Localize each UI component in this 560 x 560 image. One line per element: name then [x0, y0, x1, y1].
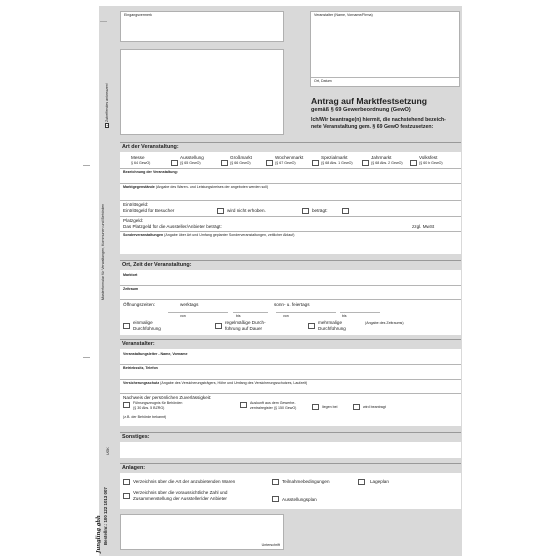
checkbox-spezialmarkt[interactable]	[312, 160, 319, 166]
veranstalter-address-label: Veranstalter (Name, Vorname/Firma)	[314, 13, 373, 17]
nachweis-label: Nachweis der persönlichen Zuverlässigkeit:	[123, 395, 212, 400]
checkbox-liegen-bei[interactable]	[312, 404, 319, 410]
checkbox-fuehrungszeugnis[interactable]	[123, 402, 130, 408]
veranstalter-address-box[interactable]	[310, 11, 460, 87]
checkbox-betrag[interactable]	[302, 208, 309, 214]
checkbox-wird-beantragt[interactable]	[353, 404, 360, 410]
checkbox-regelmaessig[interactable]	[215, 323, 222, 329]
checkbox-betrag-input[interactable]	[342, 208, 349, 214]
intro-line-1: Ich/Wir beantrage(n) hiermit, die nachstehend bezeich-	[311, 117, 446, 123]
corner-mark	[100, 21, 107, 22]
bestell-number: Bestellnr.: 100 122 1013 007	[103, 487, 108, 545]
anlagen-section	[120, 463, 461, 509]
zutreffendes-label: Zutreffendes ankreuzen!	[105, 83, 109, 122]
checkbox-anlage-verzeichnis[interactable]	[123, 493, 130, 499]
auskunft-label-2: zentralregister (§ 150 GewO)	[250, 406, 297, 410]
checkbox-anlage-lageplan[interactable]	[358, 479, 365, 485]
checkbox-jahrmarkt[interactable]	[362, 160, 369, 166]
leiter-label: Veranstaltungsleiter - Name, Vorname	[123, 352, 188, 356]
bezeichnung-label: Bezeichnung der Veranstaltung:	[123, 170, 178, 174]
bis-label: bis	[342, 314, 347, 318]
von-label: von	[283, 314, 289, 318]
eingangsvermerk-box[interactable]	[120, 11, 284, 42]
checkbox-ausstellung[interactable]	[171, 160, 178, 166]
fold-mark	[83, 165, 90, 166]
art-section: Art der Veranstaltung: Messe § 64 GewO) Ausstellung (§ 65 GewO) Großmarkt (§ 66 GewO) Wochenmarkt (§ 67 GewO) Spezialmarkt (§ 68 Abs. 1 GewO) Jahrmarkt (§ 68 Abs. 2 GewO) Volksfest (§ 60 b GewO) Bezeichnung der Veranstaltung: Marktgegenstände (Angabe des Waren- und Leistungskreises der angeboten werden soll) Eintrittsgeld: Eintrittsgeld für Besucher wird nicht erhoben. beträgt: Platzgeld: Das Platzgeld für die Aussteller/Anbieter beträgt: zzgl. MwSt Sonderveranstaltungen (Angabe über Art und Umfang geplanter Sonderveranstaltungen, zeitlicher Ablauf)	[120, 142, 461, 254]
eintrittsgeld-label: Eintrittsgeld:	[123, 202, 149, 207]
eingangsvermerk-label: Eingangsvermerk	[124, 13, 152, 17]
anlage-lageplan-label: Lageplan	[370, 479, 389, 484]
checkbox-wochenmarkt[interactable]	[266, 160, 273, 166]
anlage-teilnahme-label: Teilnahmebedingungen	[282, 479, 330, 484]
oeffnungszeiten-label: Öffnungszeiten:	[123, 302, 156, 307]
behoerde-label: (z.B. der Behörde bekannt)	[123, 415, 167, 419]
zzgl-label: zzgl. MwSt	[412, 224, 435, 229]
form-subtitle: gemäß § 69 Gewerbeordnung (GewO)	[311, 107, 411, 113]
liegen-bei-label: liegen bei	[322, 405, 338, 409]
zutreffendes-hint: x Zutreffendes ankreuzen!	[105, 83, 110, 127]
checkbox-grossmarkt[interactable]	[221, 160, 228, 166]
einmalige-label: einmalige	[133, 320, 153, 325]
ort-section	[120, 260, 461, 335]
marktgegenstaende-label: Marktgegenstände (Angabe des Waren- und Leistungskreises der angeboten werden soll)	[123, 185, 269, 189]
anlage-verzeichnis-label-2: Zusammenstellung der Aussteller/der Anbieter	[133, 496, 227, 501]
sonstiges-section	[120, 432, 461, 458]
marktort-label: Marktort	[123, 273, 138, 277]
mehr-label: mehrmalige	[318, 320, 342, 325]
checkbox-anlage-ausstellungsplan[interactable]	[272, 496, 279, 502]
checkbox-einmalige[interactable]	[123, 323, 130, 329]
werktags-label: werktags	[180, 302, 199, 307]
anlage-ausstellungsplan-label: Ausstellungsplan	[282, 497, 317, 502]
sonder-label: Sonderveranstaltungen (Angabe über Art und Umfang geplanter Sonderveranstaltungen, zeitlicher Ablauf)	[123, 233, 295, 237]
sonntags-label: sonn- u. feiertags	[274, 302, 310, 307]
intro-line-2: nete Veranstaltung gem. § 69 GewO festzusetzen:	[311, 124, 434, 130]
checkbox-anlage-teilnahme[interactable]	[272, 479, 279, 485]
checkbox-nicht-erhoben[interactable]	[217, 208, 224, 214]
ort-heading: Ort, Zeit der Veranstaltung:	[122, 262, 192, 268]
brand-logo: Jungling gbh	[96, 515, 102, 553]
signature-box[interactable]	[120, 514, 284, 550]
veranstalter-section	[120, 339, 461, 426]
fuehrung-label-2: (§ 30 Abs. 5 BZRG)	[133, 406, 165, 410]
mehr-label-2: Durchführung	[318, 326, 346, 331]
fuehrung-label: Führungszeugnis für Behörden	[133, 401, 183, 405]
platzgeld-label: Platzgeld:	[123, 218, 144, 223]
nicht-erhoben-label: wird nicht erhoben.	[227, 208, 266, 213]
zeitraeume-label: (Angabe des Zeitraums)	[365, 321, 404, 325]
ort-datum-label: Ort, Datum	[314, 79, 332, 83]
form-title: Antrag auf Marktfestsetzung	[311, 96, 428, 106]
platzgeld-text: Das Platzgeld für die Aussteller/Anbieter beträgt:	[123, 224, 222, 229]
stamp-box	[120, 49, 284, 135]
wird-beantragt-label: wird beantragt	[363, 405, 386, 409]
publisher-note: Musterformular für Verwaltungen, Kommunen und Behörden	[101, 203, 105, 300]
zeitraum-label: Zeitraum	[123, 287, 139, 291]
anlage-verzeichnis-label: Verzeichnis über die voraussichtliche Zahl und	[133, 490, 228, 495]
code-label: UGK	[106, 447, 110, 455]
einmalige-label-2: Durchführung	[133, 326, 161, 331]
bis-label: bis	[236, 314, 241, 318]
checkbox-auskunft[interactable]	[240, 402, 247, 408]
checkbox-mehrmalig[interactable]	[308, 323, 315, 329]
fold-mark	[83, 357, 90, 358]
art-heading: Art der Veranstaltung:	[122, 144, 179, 150]
auskunft-label: Auskunft aus dem Gewerbe-	[250, 401, 296, 405]
unterschrift-label: Unterschrift	[261, 543, 280, 547]
checkbox-volksfest[interactable]	[410, 160, 417, 166]
sonstiges-heading: Sonstiges:	[122, 434, 150, 440]
regel-label-2: führung auf Dauer	[225, 326, 263, 331]
versicherung-label: Versicherungsschutz (Angabe des Versicherungsträgers, Höhe und Umfang des Versicherungsschutzes, Laufzeit)	[123, 381, 308, 385]
von-label: von	[180, 314, 186, 318]
regel-label: regelmäßige Durch-	[225, 320, 266, 325]
checkbox-anlage-waren[interactable]	[123, 479, 130, 485]
eintrittsgeld-besucher: Eintrittsgeld für Besucher	[123, 208, 175, 213]
anlage-waren-label: Verzeichnis über die Art der anzubietenden Waren	[133, 479, 236, 484]
veranstalter-heading: Veranstalter:	[122, 341, 155, 347]
betrag-label: beträgt:	[312, 208, 328, 213]
betriebssitz-label: Betriebssitz, Telefon	[123, 366, 158, 370]
anlagen-heading: Anlagen:	[122, 465, 146, 471]
